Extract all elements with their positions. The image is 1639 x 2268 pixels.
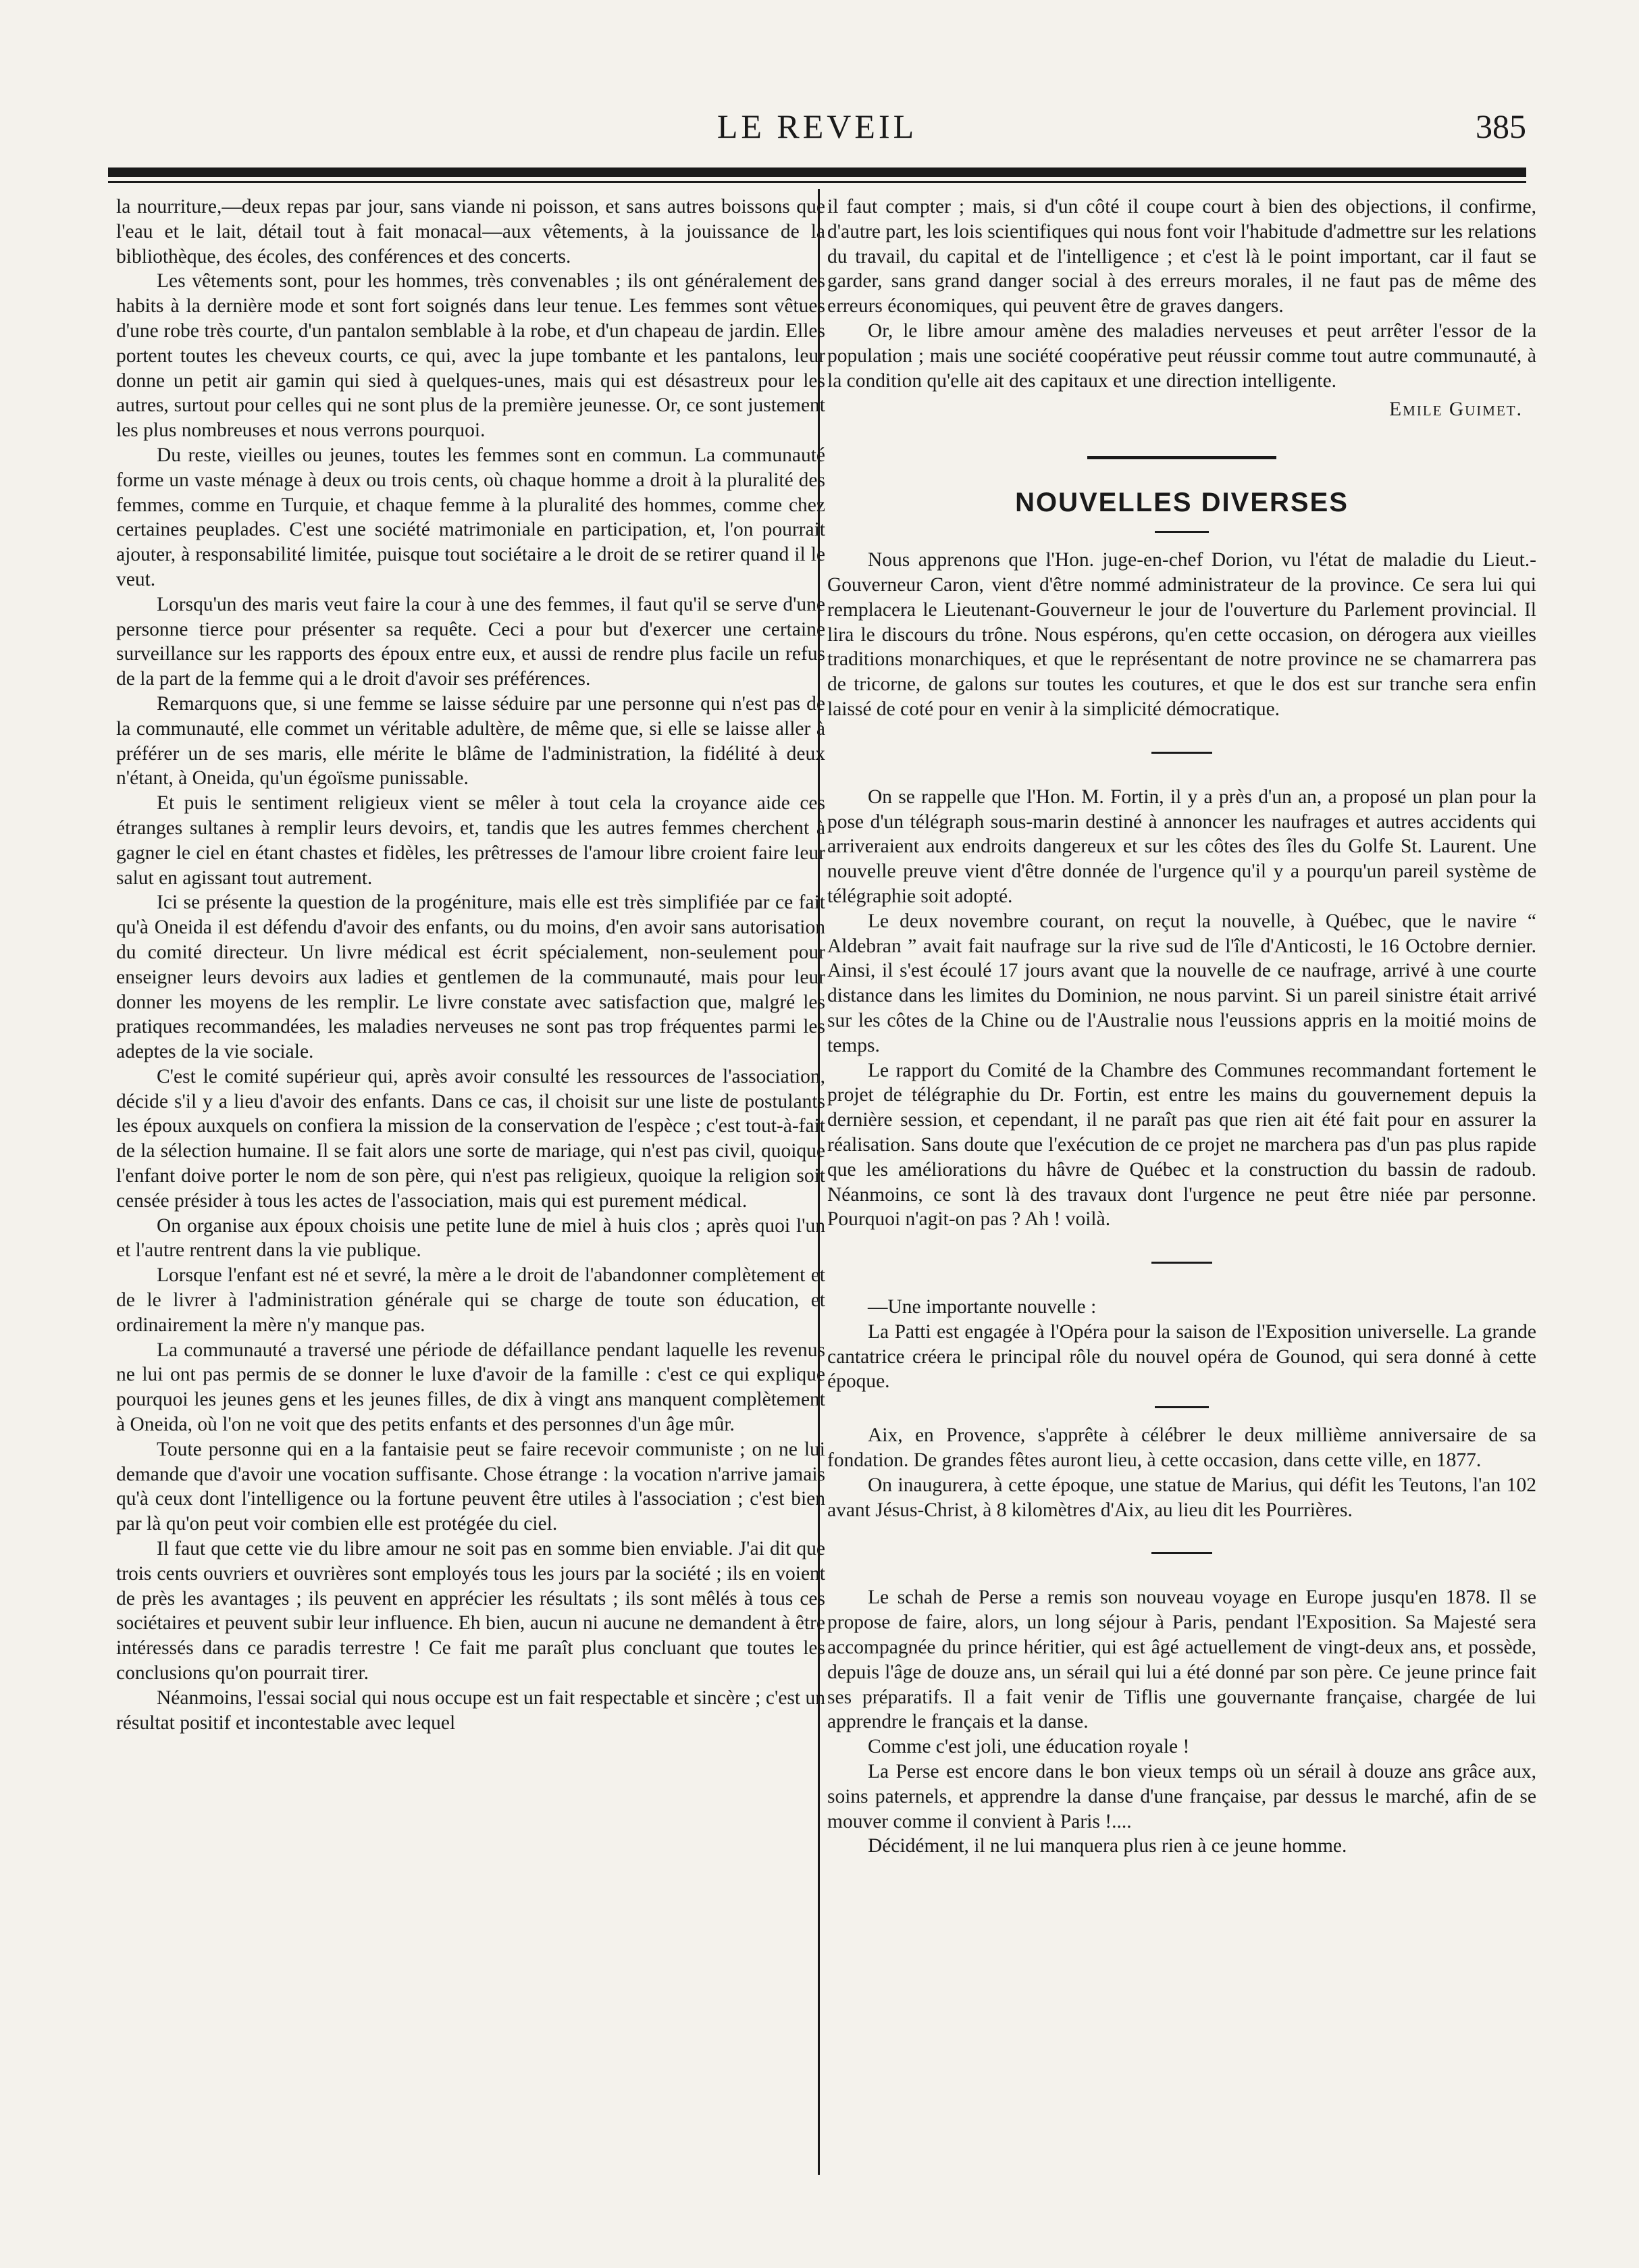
news-paragraph: Nous apprenons que l'Hon. juge-en-chef Dorion, vu l'état de maladie du Lieut.-Gouverneur Caron, vient d'être nommé administrateur de la province. Ce sera lui qui remplacera le Lieutenant-Gouverneur le jour de l'ouverture du Parlement provincial. Il lira le discours du trône. Nous espérons, qu'en cette occasion, on dérogera aux vieilles traditions monarchiques, et que le représentant de notre province ne se chamarrera pas de tricorne, de galons sur toutes les coutures, et que le dos est sur tranche sera enfin laissé de coté pour en venir à la simplicité démocratique. bbox=[827, 549, 1536, 720]
article-paragraph: Les vêtements sont, pour les hommes, très convenables ; ils ont généralement des habits à la dernière mode et sont fort soignés dans leur tenue. Les femmes sont vêtues d'une robe très courte, d'un pantalon semblable à la robe, et d'un chapeau de jardin. Elles portent toutes les cheveux courts, ce qui, avec la jupe tombante et les pantalons, leur donne un petit air gamin qui sied à quelques-unes, mais qui est désastreux pour les autres, surtout pour celles qui ne sont plus de la première jeunesse. Or, ce sont justement les plus nombreuses et nous verrons pourquoi. bbox=[116, 270, 825, 442]
header-rule-thick bbox=[108, 167, 1526, 177]
news-paragraph: Décidément, il ne lui manquera plus rien à ce jeune homme. bbox=[868, 1835, 1347, 1857]
journal-title: LE REVEIL bbox=[717, 107, 918, 145]
article-paragraph: On organise aux époux choisis une petite lune de miel à huis clos ; après quoi l'un et l'autre rentrent dans la vie publique. bbox=[116, 1214, 825, 1262]
article-paragraph: il faut compter ; mais, si d'un côté il coupe court à bien des objections, il confirme, d'autre part, les lois scientifiques qui nous font voir l'habitude d'admettre sur les relations du travail, du capital et de l'intelligence ; et c'est là le point important, car il faut se garder, sans grand danger social à des erreurs morales, il ne faut pas de même des erreurs économiques, qui peuvent être de graves dangers. bbox=[827, 196, 1536, 317]
news-paragraph: On se rappelle que l'Hon. M. Fortin, il y a près d'un an, a proposé un plan pour la pose d'un télégraph sous-marin destiné à annoncer les naufrages et autres accidents qui arriveraient aux endroits dangereux et sur les côtes des îles du Golfe St. Laurent. Une nouvelle preuve vient d'être donnée de l'urgence qu'il y a pourqu'un pareil système de télégraphie soit adopté. bbox=[827, 785, 1536, 907]
article-paragraph: la nourriture,—deux repas par jour, sans viande ni poisson, et sans autres boissons que l'eau et le lait, détail tout à fait monacal—aux vêtements, à la jouissance de la bibliothèque, des écoles, des conférences et des concerts. bbox=[116, 196, 825, 267]
article-paragraph: Lorsqu'un des maris veut faire la cour à une des femmes, il faut qu'il se serve d'une personne tierce pour présenter sa requête. Ceci a pour but d'exercer une certaine surveillance sur les rapports des époux entre eux, et aussi de rendre plus facile un refus de la part de la femme qui a le droit d'avoir ses préférences. bbox=[116, 593, 825, 690]
article-paragraph: Il faut que cette vie du libre amour ne soit pas en somme bien enviable. J'ai dit que trois cents ouvriers et ouvrières sont employés tous les jours par la société ; ils en voient de près les avantages ; ils peuvent en apprécier les résultats ; ils sont mêlés à tous ces sociétaires et peuvent subir leur influence. Eh bien, aucun ni aucune ne demandent à être intéressés dans ce paradis terrestre ! Ce fait me paraît plus concluant que toutes les conclusions qu'on pourrait tirer. bbox=[116, 1538, 825, 1684]
news-paragraph: Le rapport du Comité de la Chambre des Communes recommandant fortement le projet de télégraphie du Dr. Fortin, est entre les mains du gouvernement depuis la dernière session, et cependant, il ne paraît pas que rien ait été fait pour en assurer la réalisation. Sans doute que l'exécution de ce projet ne marchera pas d'un pas plus rapide que les améliorations du hâvre de Québec et la construction du bassin de radoub. Néanmoins, ce sont là des travaux dont l'urgence ne peut être niée par personne. Pourquoi n'agit-on pas ? Ah ! voilà. bbox=[827, 1059, 1536, 1231]
right-column bbox=[827, 195, 1536, 1859]
news-paragraph: Le schah de Perse a remis son nouveau voyage en Europe jusqu'en 1878. Il se propose de faire, alors, un long séjour à Paris, pendant l'Exposition. Sa Majesté sera accompagnée du prince héritier, qui est âgé actuellement de vingt-deux ans, et possède, depuis l'âge de douze ans, un sérail qui lui a été donné par son père. Ce jeune prince fait ses préparatifs. Il a fait venir de Tiflis une gouvernante française, chargée de lui apprendre le français et la danse. bbox=[827, 1587, 1536, 1733]
news-paragraph: —Une importante nouvelle : bbox=[868, 1296, 1097, 1318]
news-paragraph: Aix, en Provence, s'apprête à célébrer le deux millième anniversaire de sa fondation. De grandes fêtes auront lieu, à cette occasion, dans cette ville, en 1877. bbox=[827, 1424, 1536, 1472]
news-item-aix bbox=[827, 1423, 1536, 1522]
news-separator bbox=[1151, 1552, 1212, 1554]
section-separator bbox=[1087, 456, 1276, 459]
news-item-schah bbox=[827, 1585, 1536, 1859]
article-paragraph: Et puis le sentiment religieux vient se mêler à tout cela la croyance aide ces étranges sultanes à remplir leurs devoirs, et, tandis que les autres femmes cherchent à gagner le ciel en étant chastes et fidèles, les prêtresses de l'amour libre croient faire leur salut en agissant tout autrement. bbox=[116, 792, 825, 889]
article-paragraph: Remarquons que, si une femme se laisse séduire par une personne qui n'est pas de la communauté, elle commet un véritable adultère, de même que, si elle se laisse aller à préférer un de ses maris, elle mérite le blâme de l'administration, la fidélité à deux n'étant, à Oneida, qu'un égoïsme punissable. bbox=[116, 692, 825, 790]
header-rule-thin bbox=[108, 181, 1526, 183]
section-heading: NOUVELLES DIVERSES bbox=[1015, 488, 1349, 518]
news-separator bbox=[1151, 1262, 1212, 1264]
news-paragraph: La Perse est encore dans le bon vieux temps où un sérail à douze ans grâce aux, soins paternels, et apprendre la danse d'une française, par dessus le marché, afin de se mouver comme il convient à Paris !.... bbox=[827, 1761, 1536, 1832]
article-paragraph: Toute personne qui en a la fantaisie peut se faire recevoir communiste ; on ne lui demande que d'avoir une vocation suffisante. Chose étrange : la vocation n'arrive jamais qu'à ceux dont l'intelligence ou la fortune peuvent être utiles à l'association ; c'est bien par là qu'on peut voir combien elle est protégée du ciel. bbox=[116, 1438, 825, 1535]
running-head bbox=[108, 107, 1526, 154]
left-column bbox=[116, 195, 825, 1735]
author-signature: Emile Guimet. bbox=[1389, 398, 1523, 421]
news-paragraph: La Patti est engagée à l'Opéra pour la saison de l'Exposition universelle. La grande cantatrice créera le principal rôle du nouvel opéra de Gounod, qui sera donné à cette époque. bbox=[827, 1320, 1536, 1393]
news-separator bbox=[1155, 1406, 1209, 1408]
page-number: 385 bbox=[1476, 107, 1526, 145]
news-item-patti bbox=[827, 1295, 1536, 1394]
news-paragraph: Le deux novembre courant, on reçut la nouvelle, à Québec, que le navire “ Aldebran ” avait fait naufrage sur la rive sud de l'île d'Anticosti, le 16 Octobre dernier. Ainsi, il s'est écoulé 17 jours avant que la nouvelle de ce naufrage, arrivé à une courte distance dans les limites du Dominion, ne nous parvint. Si un pareil sinistre était arrivé sur les côtes de la Chine ou de l'Australie nous l'eussions appris en la moitié moins de temps. bbox=[827, 910, 1536, 1056]
article-paragraph: Or, le libre amour amène des maladies nerveuses et peut arrêter l'essor de la population ; mais une société coopérative peut réussir comme tout autre communauté, à la condition qu'elle ait des capitaux et une direction intelligente. bbox=[827, 319, 1536, 392]
news-paragraph: On inaugurera, à cette époque, une statue de Marius, qui défit les Teutons, l'an 102 avant Jésus-Christ, à 8 kilomètres d'Aix, au lieu dit les Pourrières. bbox=[827, 1474, 1536, 1521]
article-paragraph: Néanmoins, l'essai social qui nous occupe est un fait respectable et sincère ; c'est un résultat positif et incontestable avec lequel bbox=[116, 1686, 825, 1734]
news-item-dorion bbox=[827, 548, 1536, 722]
article-paragraph: La communauté a traversé une période de défaillance pendant laquelle les revenus ne lui ont pas permis de se donner le luxe d'avoir de la famille : c'est ce qui explique pourquoi les jeunes gens et les jeunes filles, de dix à vingt ans manquent complètement à Oneida, où l'on ne voit que des petits enfants et des personnes d'un âge mûr. bbox=[116, 1339, 825, 1436]
article-paragraph: Du reste, vieilles ou jeunes, toutes les femmes sont en commun. La communauté forme un vaste ménage à deux ou trois cents, où chaque homme a droit à la pluralité des femmes, comme en Turquie, et chaque femme à la pluralité des hommes, comme chez certaines peuplades. C'est une société matrimoniale en participation, et, l'on pourrait ajouter, à responsabilité limitée, puisque tout sociétaire a le droit de se retirer quand il le veut. bbox=[116, 444, 825, 590]
news-paragraph: Comme c'est joli, une éducation royale ! bbox=[868, 1736, 1190, 1758]
news-separator bbox=[1151, 752, 1212, 754]
article-paragraph: Ici se présente la question de la progéniture, mais elle est très simplifiée par ce fait qu'à Oneida il est défendu d'avoir des enfants, ou du moins, d'en avoir sans autorisation du comité directeur. Un livre médical est écrit spécialement, non-seulement pour enseigner leurs devoirs aux ladies et gentlemen de la communauté, mais pour leur donner les moyens de les remplir. Le livre constate avec satisfaction que, malgré les pratiques recommandées, les maladies nerveuses ne sont pas trop fréquentes parmi les adeptes de la vie sociale. bbox=[116, 892, 825, 1063]
heading-underline bbox=[1155, 531, 1209, 533]
article-paragraph: C'est le comité supérieur qui, après avoir consulté les ressources de l'association, décide s'il y a lieu d'avoir des enfants. Dans ce cas, il choisit sur une liste de postulants les époux auxquels on confiera la mission de la conservation de l'espèce ; c'est tout-à-fait de la sélection humaine. Il se fait alors une sorte de mariage, qui n'est pas civil, quoique l'enfant doive porter le nom de son père, qui n'est pas religieux, quoique la religion soit censée présider à tous les actes de l'association, mais qui est purement médical. bbox=[116, 1065, 825, 1212]
news-item-telegraph bbox=[827, 785, 1536, 1232]
article-paragraph: Lorsque l'enfant est né et sevré, la mère a le droit de l'abandonner complètement et de le livrer à l'administration générale qui se charge de toute son éducation, et ordinairement la mère n'y manque pas. bbox=[116, 1264, 825, 1336]
